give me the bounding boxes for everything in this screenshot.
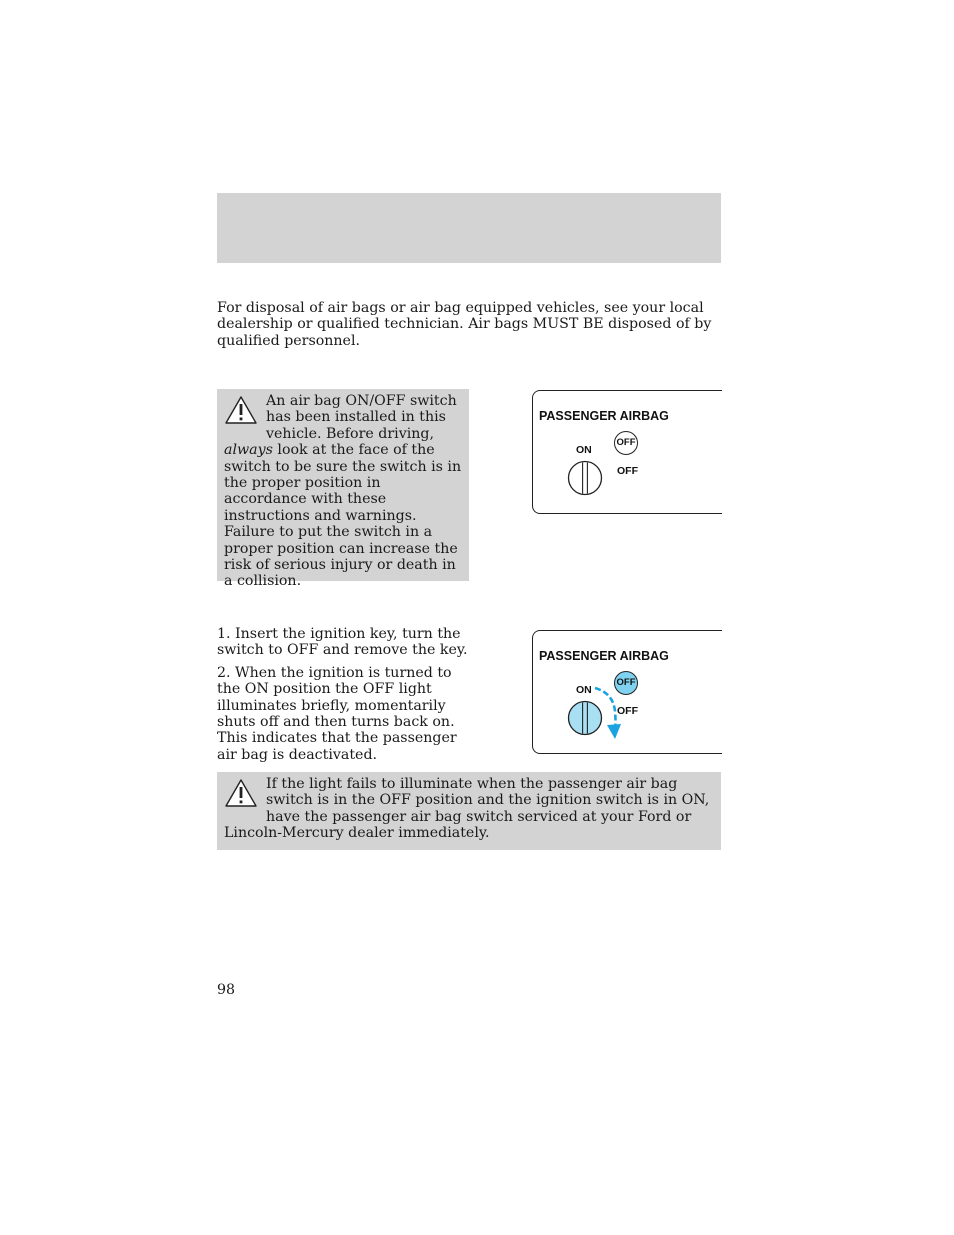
step-1: 1. Insert the ignition key, turn the switch to OFF and remove the key.	[217, 626, 468, 659]
step-2: 2. When the ignition is turned to the ON position the OFF light illuminates briefly, momentarily shuts off and then turns back on. This indicates that the passenger air bag is deactivated.	[217, 664, 457, 763]
warning-emphasis: always	[224, 442, 273, 459]
warning-triangle-icon	[224, 778, 262, 810]
panel-title: PASSENGER AIRBAG	[539, 649, 669, 663]
instruction-steps	[217, 626, 471, 769]
off-label: OFF	[617, 705, 638, 717]
warning-text-continued: look at the face of the switch to be sure the switch is in the proper position in accordance with these instructions and warnings. Failure to put the switch in a proper position can increase the risk of serious injury or death in a collision.	[224, 442, 462, 590]
off-indicator-lamp: OFF	[614, 431, 638, 455]
panel-title: PASSENGER AIRBAG	[539, 409, 669, 423]
on-label: ON	[576, 444, 592, 456]
off-label: OFF	[617, 465, 638, 477]
off-indicator-lamp-lit: OFF	[614, 671, 638, 695]
warning-box-light	[217, 772, 721, 850]
on-label: ON	[576, 684, 592, 696]
page-number: 98	[217, 982, 236, 998]
switch-diagram-off	[532, 390, 722, 514]
warning-text: If the light fails to illuminate when the passenger air bag switch is in the OFF position and the ignition switch is in ON, have the passenger air bag switch serviced at your Ford or Lincoln-Mercury dealer immediately.	[224, 776, 710, 842]
rotation-arrow-icon	[591, 683, 631, 743]
warning-triangle-icon	[224, 395, 262, 427]
switch-diagram-on-to-off	[532, 630, 722, 754]
warning-box-switch	[217, 389, 469, 590]
switch-knob-icon	[566, 459, 604, 497]
section-header-bar	[217, 193, 721, 263]
disposal-paragraph: For disposal of air bags or air bag equipped vehicles, see your local dealership or qualified technician. Air bags MUST BE disposed of by qualified personnel.	[217, 300, 712, 349]
warning-text: An air bag ON/OFF switch has been installed in this vehicle. Before driving,	[266, 393, 457, 442]
